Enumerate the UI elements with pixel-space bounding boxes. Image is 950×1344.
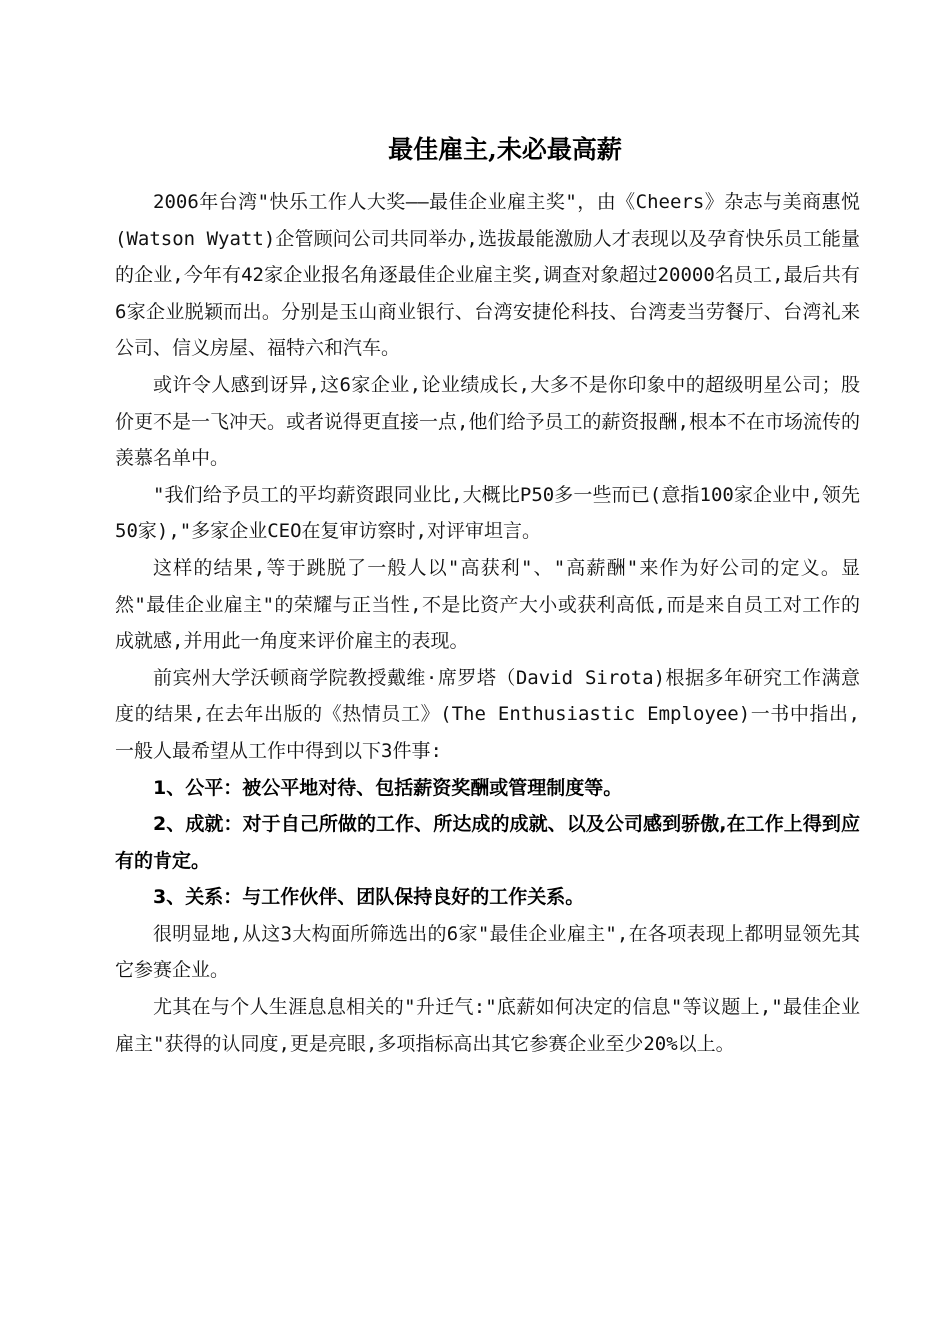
document-body — [115, 184, 860, 1062]
paragraph-intro: 2006年台湾"快乐工作人大奖——最佳企业雇主奖"，由《Cheers》杂志与美商惠悦(Watson Wyatt)企管顾问公司共同举办,选拔最能激励人才表现以及孕育快乐员工能量的企业,今年有42家企业报名角逐最佳企业雇主奖,调查对象超过20000名员工,最后共有6家企业脱颖而出。分别是玉山商业银行、台湾安捷伦科技、台湾麦当劳餐厅、台湾礼来公司、信义房屋、福特六和汽车。 — [115, 191, 860, 360]
paragraph-surprise: 或许令人感到讶异,这6家企业,论业绩成长,大多不是你印象中的超级明星公司；股价更不是一飞冲天。或者说得更直接一点,他们给予员工的薪资报酬,根本不在市场流传的羡慕名单中。 — [115, 373, 860, 470]
paragraph-quote: "我们给予员工的平均薪资跟同业比,大概比P50多一些而已(意指100家企业中,领先50家),"多家企业CEO在复审访察时,对评审坦言。 — [115, 483, 860, 543]
list-item-achievement: 2、成就：对于自己所做的工作、所达成的成就、以及公司感到骄傲,在工作上得到应有的肯定。 — [115, 813, 860, 872]
paragraph-definition: 这样的结果,等于跳脱了一般人以"高获利"、"高薪酬"来作为好公司的定义。显然"最佳企业雇主"的荣耀与正当性,不是比资产大小或获利高低,而是来自员工对工作的成就感,并用此一角度来评价雇主的表现。 — [115, 556, 860, 653]
paragraph-conclusion: 很明显地,从这3大构面所筛选出的6家"最佳企业雇主",在各项表现上都明显领先其它参赛企业。 — [115, 922, 860, 982]
paragraph-career: 尤其在与个人生涯息息相关的"升迁气:"底薪如何决定的信息"等议题上,"最佳企业雇主"获得的认同度,更是亮眼,多项指标高出其它参赛企业至少20%以上。 — [115, 996, 860, 1055]
list-item-relationship: 3、关系：与工作伙伴、团队保持良好的工作关系。 — [153, 886, 585, 909]
list-item-fairness: 1、公平：被公平地对待、包括薪资奖酬或管理制度等。 — [153, 776, 623, 799]
paragraph-sirota: 前宾州大学沃顿商学院教授戴维·席罗塔（David Sirota)根据多年研究工作满意度的结果,在去年出版的《热情员工》(The Enthusiastic Employee)一书中指出,一般人最希望从工作中得到以下3件事: — [115, 666, 860, 762]
document-title: 最佳雇主,未必最高薪 — [388, 135, 622, 164]
